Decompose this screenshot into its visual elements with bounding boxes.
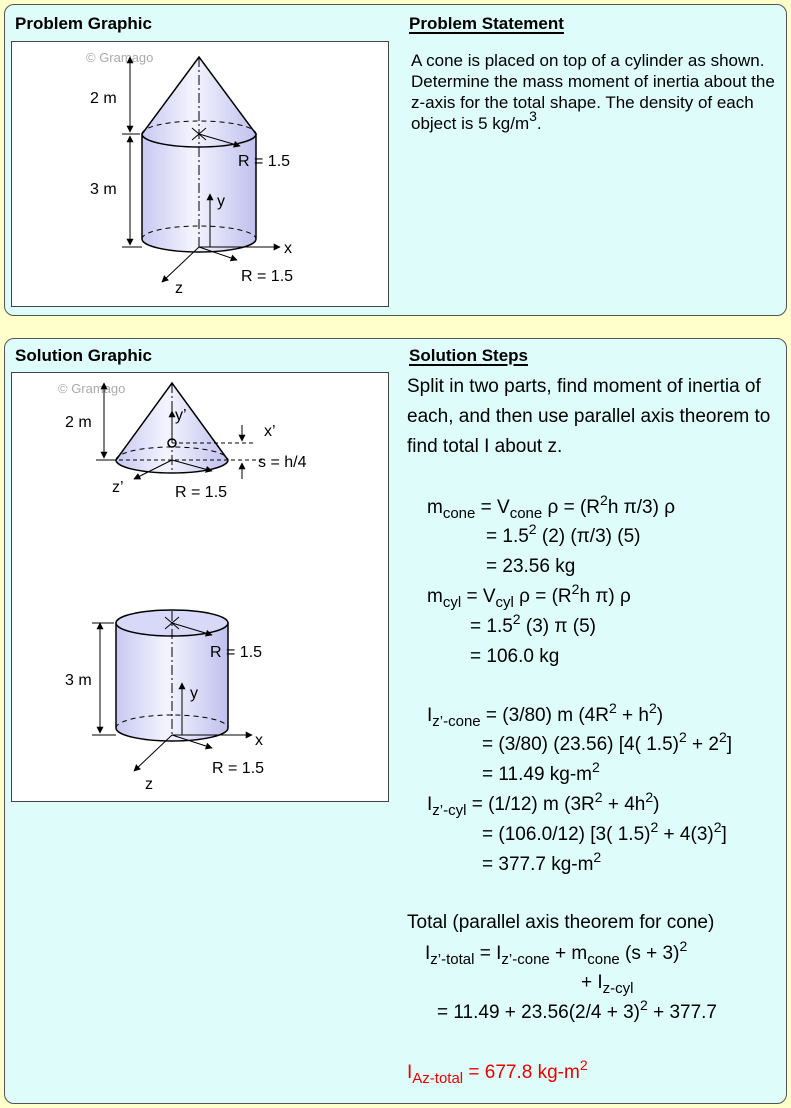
watermark: © Gramago — [86, 50, 154, 65]
m-cyl-line2: = $1.5^2$ (3) π (5) — [470, 611, 596, 637]
final-answer: $I_{Az-total} = 677.8$ $kg-m^2$ — [407, 1057, 588, 1087]
cyl-radius-top-label: R = 1.5 — [210, 644, 263, 661]
z-prime-label: z’ — [112, 479, 124, 496]
cone-dim-label: 2 m — [65, 414, 92, 431]
m-cyl-line3: = 106.0 kg — [470, 646, 560, 667]
m-cone-line2: = $1.5^2$ (2) (π/3) (5) — [486, 521, 641, 547]
axis-z-label: z — [175, 280, 183, 297]
m-cyl-line1: $m_{cyl} = V_{cyl}$ $\rho = (R^2h$ π) ρ — [427, 581, 631, 611]
radius-bottom-label: R = 1.5 — [241, 268, 294, 285]
statement-end: . — [536, 114, 542, 133]
solution-figure — [11, 372, 389, 802]
solution-graphic-title: Solution Graphic — [15, 346, 152, 365]
axis-y-label: y — [217, 193, 225, 210]
y-prime-label: y’ — [175, 407, 187, 424]
x-prime-label: x’ — [264, 423, 276, 440]
cyl-radius-bottom-label: R = 1.5 — [212, 760, 265, 777]
axis-x-label: x — [284, 240, 292, 257]
problem-statement — [411, 50, 776, 134]
dim-cyl-label: 3 m — [90, 181, 117, 198]
statement-text: A cone is placed on top of a cylinder as shown. Determine the mass moment of inertia about the z-axis for the total shape. The density of each object is 5 kg/m — [411, 51, 775, 133]
i-cone-line1: $I_{z’-cone} = (3/80)$ m $(4R^2 + h^2)$ — [427, 700, 664, 730]
i-cyl-line1: $I_{z’-cyl} = (1/12)$ m $(3R^2 + 4h^2)$ — [427, 789, 660, 819]
radius-top-label: R = 1.5 — [238, 153, 291, 170]
total-line1: $I_{z’-total} = I_{z’-cone} + m_{cone}$ $(s + 3)^2$ — [425, 938, 688, 968]
solution-steps-title: Solution Steps — [409, 346, 528, 365]
i-cyl-line2: = (106.0/12) [3( $1.5)^2 + 4(3)^2$] — [482, 819, 727, 845]
axis-y-label: y — [190, 685, 198, 702]
total-heading: Total (parallel axis theorem for cone) — [407, 912, 715, 933]
i-cone-line3: = 11.49 $kg-m^2$ — [482, 759, 600, 785]
axis-z-label: z — [145, 776, 153, 793]
m-cone-line3: = 23.56 kg — [486, 556, 576, 577]
problem-graphic-title: Problem Graphic — [15, 14, 152, 33]
s-label: s = h/4 — [258, 454, 307, 471]
watermark: © Gramago — [58, 381, 126, 396]
axis-x-label: x — [255, 732, 263, 749]
statement-exponent: 3 — [529, 108, 537, 124]
problem-figure — [11, 41, 389, 307]
i-cyl-line3: = 377.7 $kg-m^2$ — [482, 849, 602, 875]
dim-cone-label: 2 m — [90, 90, 117, 107]
cyl-dim-label: 3 m — [65, 672, 92, 689]
problem-statement-title: Problem Statement — [409, 14, 564, 33]
solution-intro: Split in two parts, find moment of inertia of each, and then use parallel axis theorem to find total I about z. — [407, 376, 771, 457]
i-cone-line2: = (3/80) (23.56) [4( $1.5)^2 + 2^2$] — [482, 729, 733, 755]
m-cone-line1: $m_{cone} = V_{cone}$ $\rho = (R^2h$ π/3) ρ — [427, 492, 676, 522]
total-line2: + $I_{z-cyl}$ — [581, 972, 634, 997]
total-line3: = $11.49 + 23.56(2/4 + 3)^2 + 377.7$ — [437, 997, 717, 1023]
cone-radius-label: R = 1.5 — [175, 484, 228, 501]
